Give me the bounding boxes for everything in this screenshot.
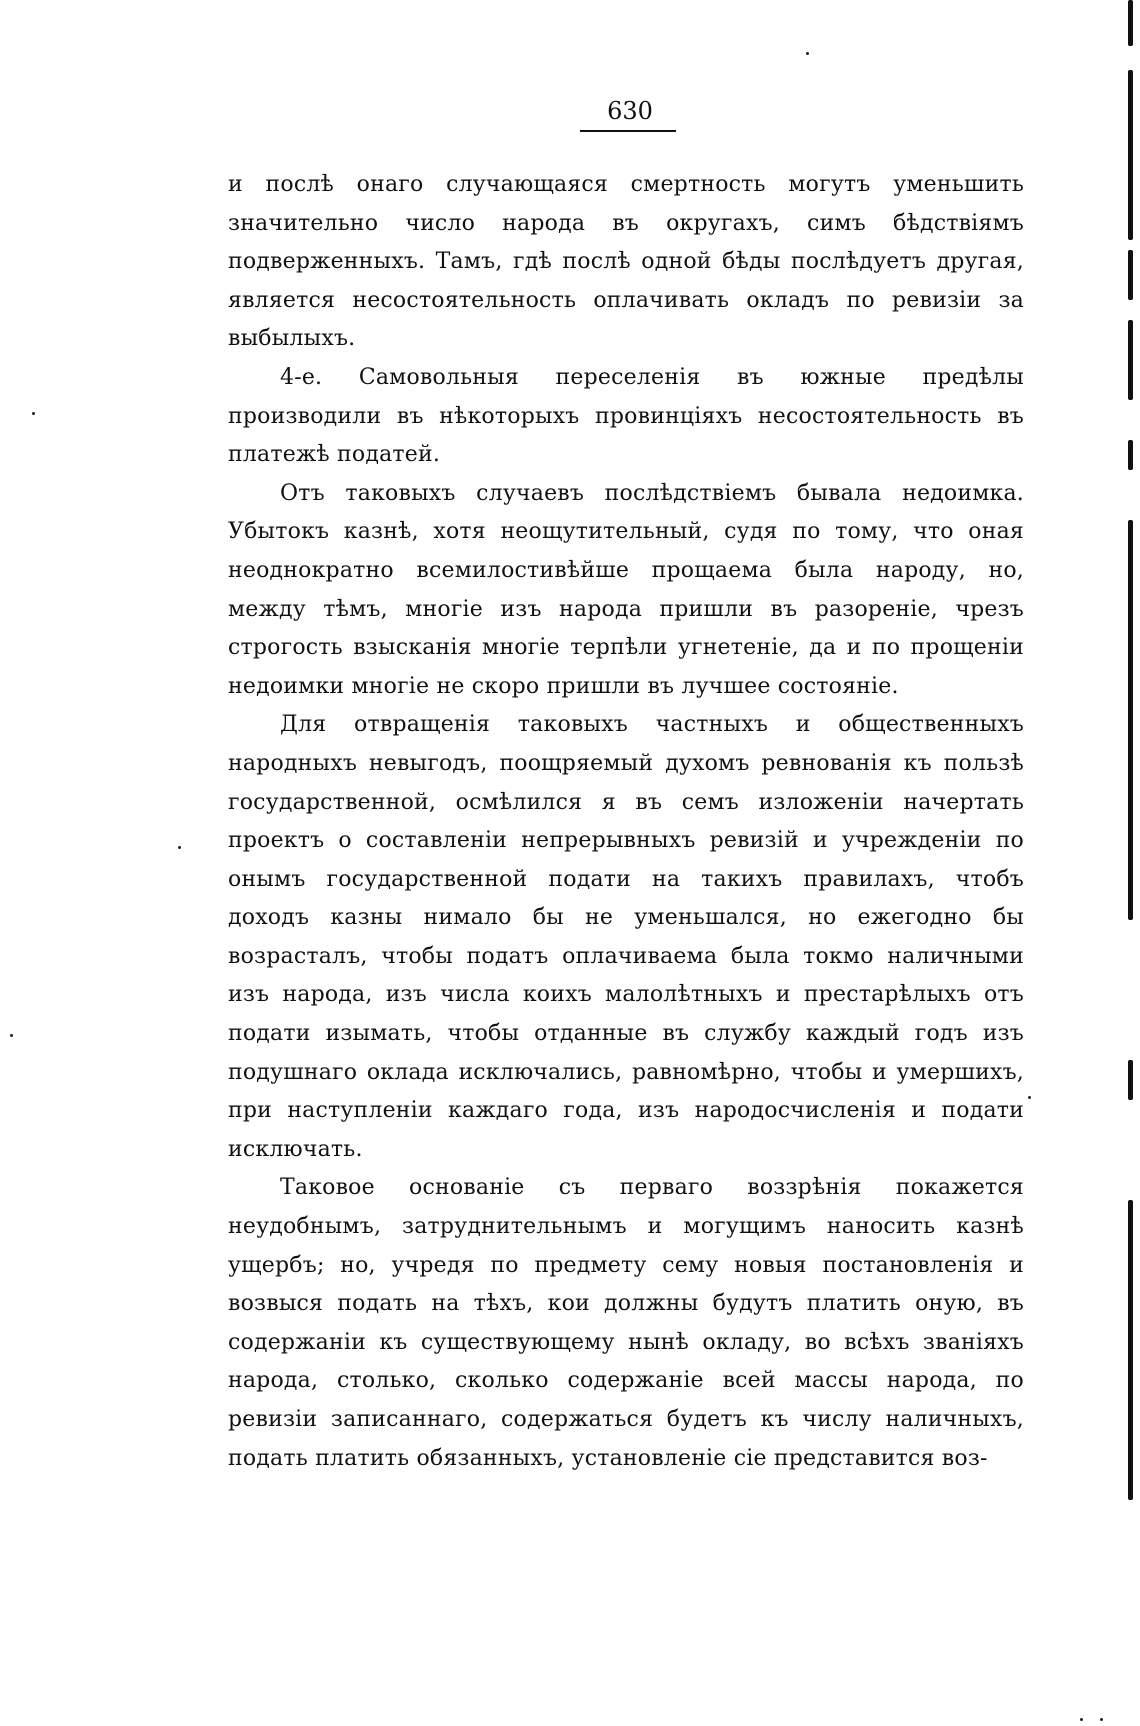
scan-speck: [806, 52, 809, 55]
paragraph-item-4: 4-е. Самовольныя переселенія въ южные предѣлы производили въ нѣкоторыхъ провинціяхъ несостоятельность въ платежѣ податей.: [228, 364, 1024, 468]
scan-edge-mark: [1128, 320, 1133, 400]
scan-edge-mark: [1128, 1200, 1133, 1500]
paragraph-proposal: Для отвращенія таковыхъ частныхъ и общественныхъ народныхъ невыгодъ, поощряемый духомъ ревнованія къ пользѣ государственной, осмѣлился я въ семъ изложеніи начертать проектъ о составленіи непрерывныхъ ревизій и учрежденіи по онымъ государственной подати на такихъ правилахъ, чтобъ доходъ казны нимало бы не уменьшался, но ежегодно бы возрасталъ, чтобы податъ оплачиваема была токмо наличными изъ народа, изъ числа коихъ малолѣтныхъ и престарѣлыхъ отъ подати изымать, чтобы отданные въ службу каждый годъ изъ подушнаго оклада исключались, равномѣрно, чтобы и умершихъ, при наступленіи каждаго года, изъ народосчисленія и подати исключать.: [228, 712, 1024, 1162]
scan-edge-mark: [1128, 520, 1133, 920]
page-number-underline: [580, 130, 676, 132]
scan-edge-mark: [1128, 0, 1133, 46]
scan-edge-mark: [1128, 1060, 1133, 1100]
scan-speck: [1028, 1096, 1031, 1099]
scan-edge-mark: [1128, 70, 1133, 240]
scan-speck: [178, 846, 181, 849]
paragraph-foundation: Таковое основаніе съ перваго воззрѣнія покажется неудобнымъ, затруднительнымъ и могущимъ наносить казнѣ ущербъ; но, учредя по предмету сему новыя постановленія и возвыся подать на тѣхъ, кои должны будутъ платить оную, въ содержаніи къ существующему нынѣ окладу, во всѣхъ званіяхъ народа, столько, сколько содержаніе всей массы народа, по ревизіи записаннаго, содержаться будетъ къ числу наличныхъ, подать платить обязанныхъ, установленіе сіе представится воз-: [228, 1175, 1024, 1471]
scan-speck: [1080, 1718, 1083, 1721]
page-number: 630: [607, 97, 653, 125]
scan-speck: [32, 412, 35, 415]
paragraph-consequences: Отъ таковыхъ случаевъ послѣдствіемъ бывала недоимка. Убытокъ казнѣ, хотя неощутительный, судя по тому, что оная неоднократно всемилостивѣйше прощаема была народу, но, между тѣмъ, многіе изъ народа пришли въ разореніе, чрезъ строгость взысканія многіе терпѣли угнетеніе, да и по прощеніи недоимки многіе не скоро пришли въ лучшее состояніе.: [228, 480, 1024, 699]
scan-edge-mark: [1128, 250, 1133, 300]
scan-speck: [1100, 1718, 1103, 1721]
paragraph-continuation: и послѣ онаго случающаяся смертность могутъ уменьшить значительно число народа въ округахъ, симъ бѣдствіямъ подверженныхъ. Тамъ, гдѣ послѣ одной бѣды послѣдуетъ другая, является несостоятельность оплачивать окладъ по ревизіи за выбылыхъ.: [228, 172, 1024, 352]
scan-speck: [10, 1034, 13, 1037]
scan-edge-mark: [1128, 440, 1133, 470]
body-text: [228, 166, 1024, 1478]
